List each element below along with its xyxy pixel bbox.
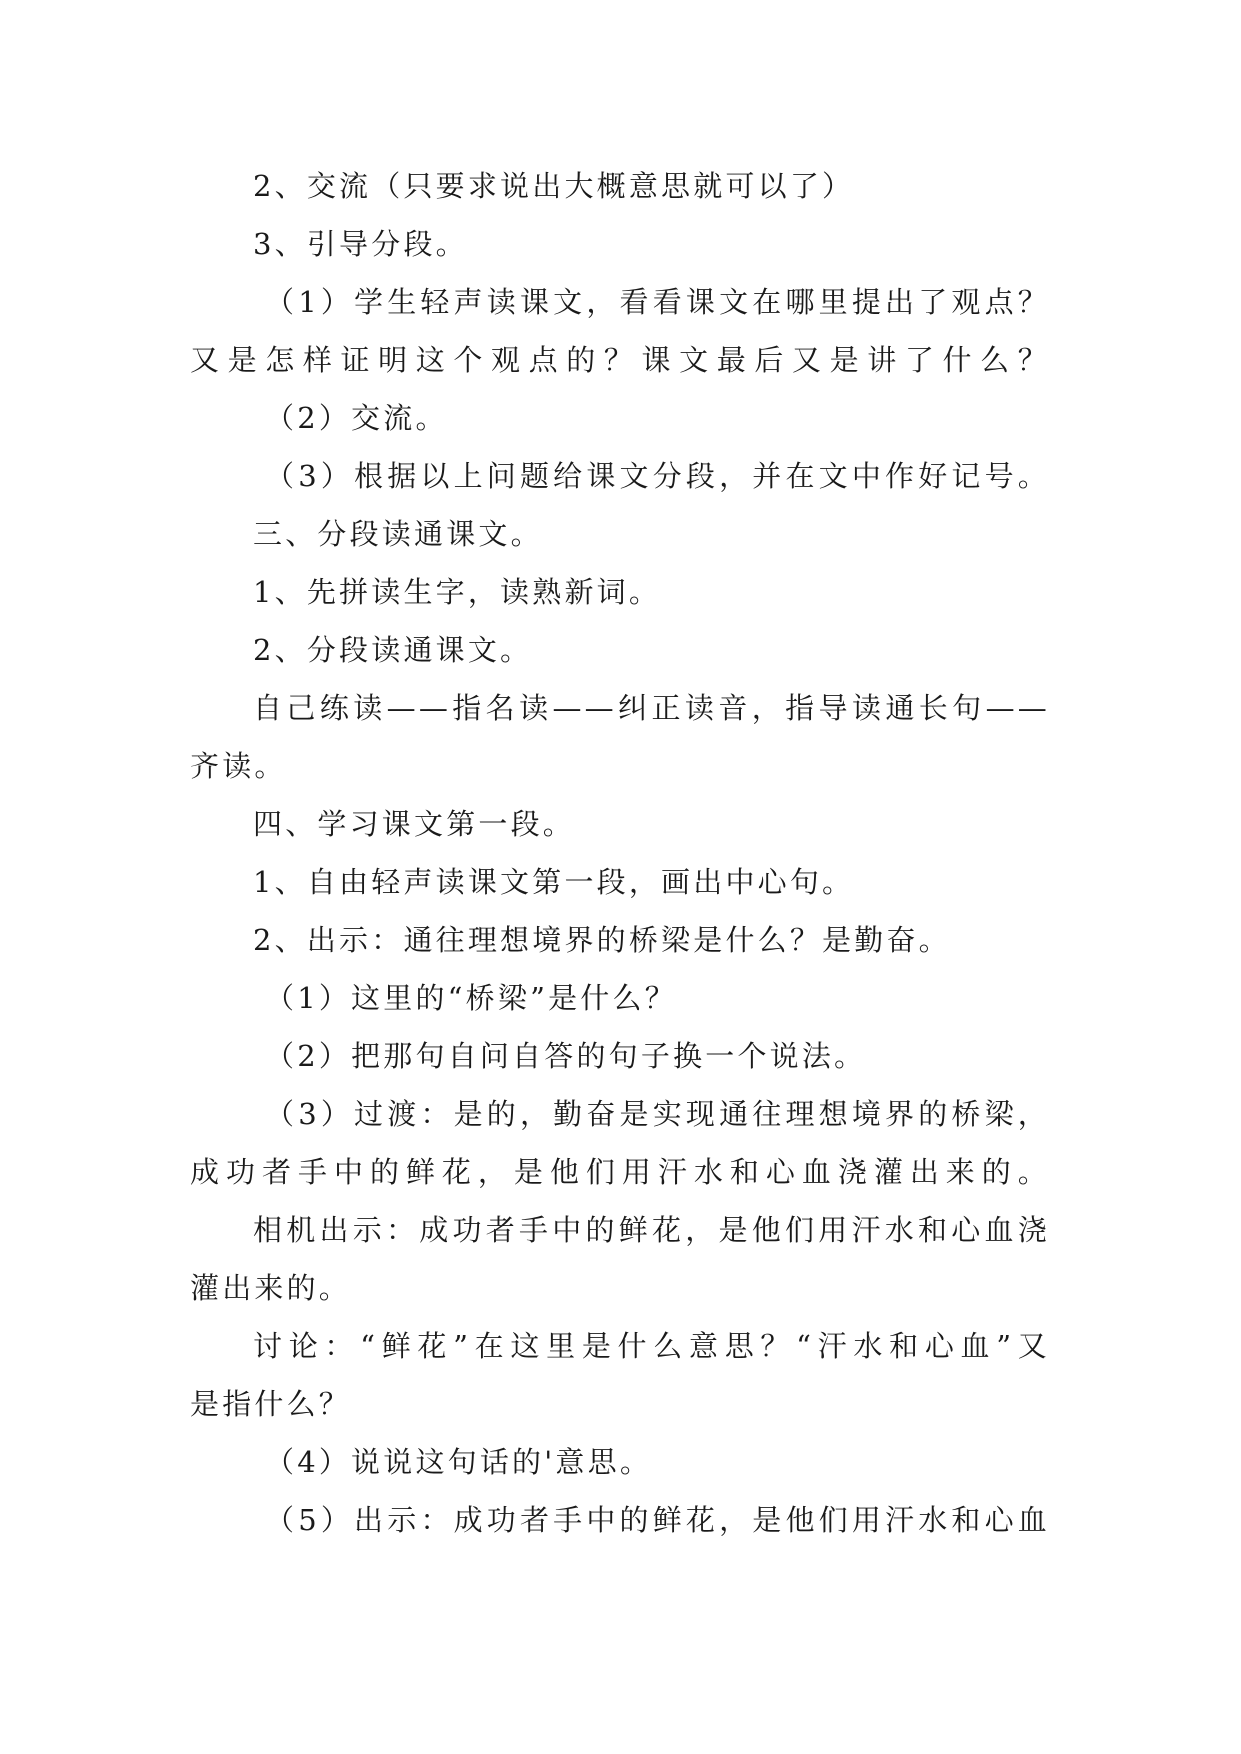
- text-line: 2、出示：通往理想境界的桥梁是什么？是勤奋。: [253, 923, 951, 957]
- text-line: （1）学生轻声读课文，看看课文在哪里提出了观点？: [265, 285, 1050, 319]
- text-line: 自己练读——指名读——纠正读音，指导读通长句——: [253, 691, 1050, 725]
- text-line: 2、分段读通课文。: [253, 633, 533, 667]
- text-line: 1、自由轻声读课文第一段，画出中心句。: [253, 865, 855, 899]
- text-line: （2）交流。: [265, 401, 448, 435]
- text-line: 3、引导分段。: [253, 227, 468, 261]
- text-line: 讨论：“鲜花”在这里是什么意思？“汗水和心血”又: [253, 1329, 1050, 1363]
- text-line: （1）这里的“桥梁”是什么？: [265, 981, 677, 1015]
- text-line: （2）把那句自问自答的句子换一个说法。: [265, 1039, 867, 1073]
- text-line: 三、分段读通课文。: [253, 517, 543, 551]
- text-line: 灌出来的。: [190, 1271, 352, 1305]
- text-line: 相机出示：成功者手中的鲜花，是他们用汗水和心血浇: [253, 1213, 1050, 1247]
- text-line: （3）根据以上问题给课文分段，并在文中作好记号。: [265, 459, 1050, 493]
- text-line: 1、先拼读生字，读熟新词。: [253, 575, 662, 609]
- text-line: 2、交流（只要求说出大概意思就可以了）: [253, 169, 855, 203]
- text-line: 又是怎样证明这个观点的？课文最后又是讲了什么？: [190, 343, 1050, 377]
- text-line: 四、学习课文第一段。: [253, 807, 576, 841]
- text-line: 齐读。: [190, 749, 287, 783]
- text-line: （3）过渡：是的，勤奋是实现通往理想境界的桥梁，: [265, 1097, 1050, 1131]
- text-line: 成功者手中的鲜花，是他们用汗水和心血浇灌出来的。: [190, 1155, 1050, 1189]
- text-line: 是指什么？: [190, 1387, 352, 1421]
- text-line: （5）出示：成功者手中的鲜花，是他们用汗水和心血: [265, 1503, 1050, 1537]
- text-line: （4）说说这句话的'意思。: [265, 1445, 653, 1479]
